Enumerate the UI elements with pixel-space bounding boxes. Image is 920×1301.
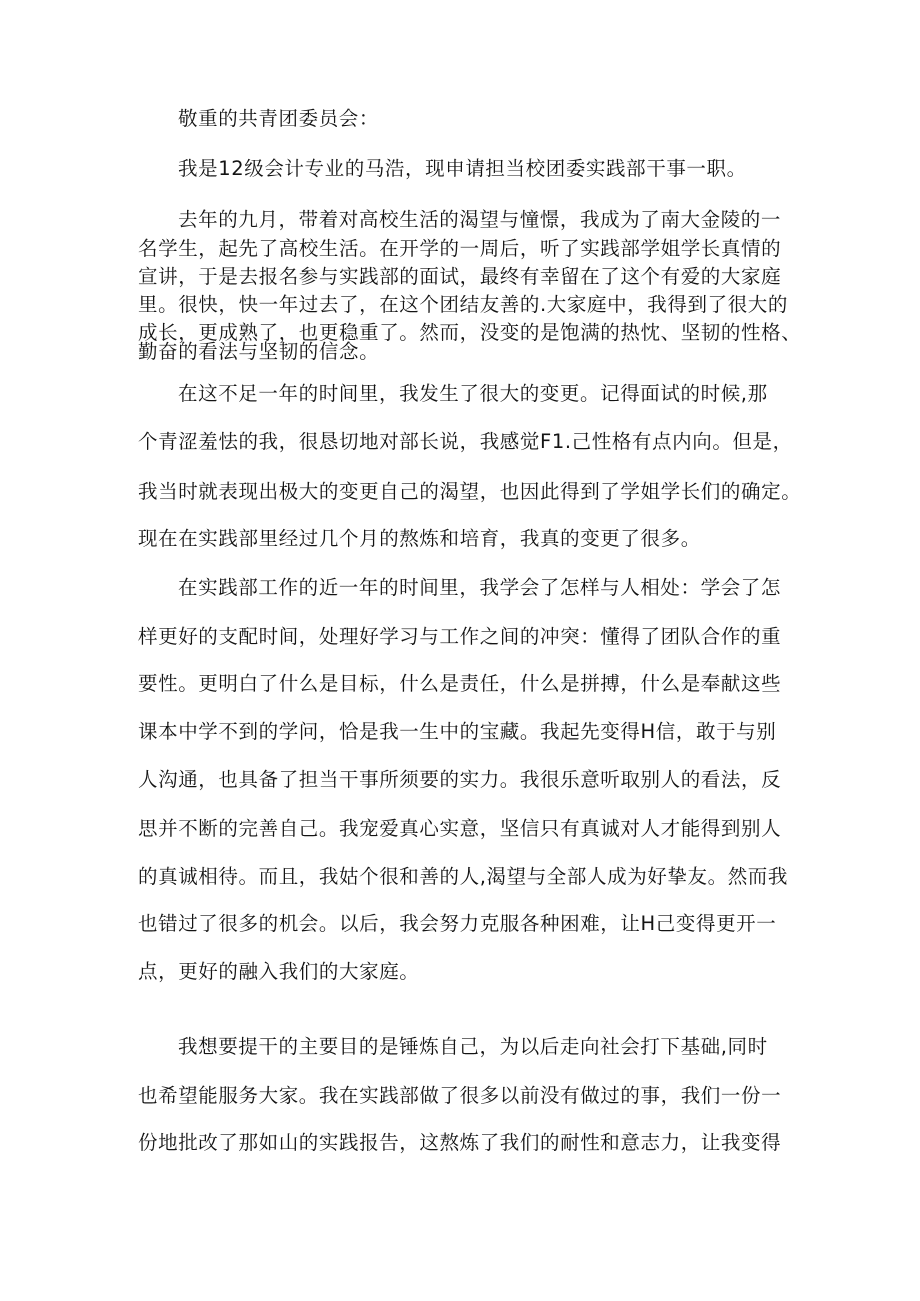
paragraph-line: 勤奋的看法与坚韧的信念。 — [138, 340, 380, 363]
paragraph-line: 我想要提干的主要目的是锤炼自己，为以后走向社会打下基础,同时 — [178, 1035, 768, 1058]
paragraph-line: 里。很快，快一年过去了，在这个团结友善的.大家庭中，我得到了很大的 — [138, 293, 788, 316]
paragraph-line: 样更好的支配时间，处理好学习与工作之间的冲突：懂得了团队合作的重 — [138, 625, 782, 648]
paragraph-line: 名学生，起先了高校生活。在开学的一周后，听了实践部学姐学长真情的 — [138, 237, 782, 260]
paragraph-line: 在实践部工作的近一年的时间里，我学会了怎样与人相处：学会了怎 — [178, 576, 782, 599]
salutation: 敬重的共青团委员会： — [178, 107, 380, 130]
paragraph-line: 点，更好的融入我们的大家庭。 — [138, 960, 420, 983]
paragraph-line: 人沟通，也具备了担当干事所须要的实力。我很乐意听取别人的看法，反 — [138, 768, 782, 791]
paragraph-line: 成长，更成熟了，也更稳重了。然而，没变的是饱满的热忱、坚韧的性格、 — [138, 321, 802, 344]
paragraph-line: 也希望能服务大家。我在实践部做了很多以前没有做过的事，我们一份一 — [138, 1084, 782, 1107]
paragraph-line: 宣讲，于是去报名参与实践部的面试，最终有幸留在了这个有爱的大家庭 — [138, 265, 782, 288]
intro-line: 我是12级会计专业的马浩，现申请担当校团委实践部干事一职。 — [178, 157, 747, 180]
paragraph-line: 去年的九月，带着对高校生活的渴望与憧憬，我成为了南大金陵的一 — [178, 208, 782, 231]
paragraph-line: 份地批改了那如山的实践报告，这熬炼了我们的耐性和意志力，让我变得 — [138, 1131, 782, 1154]
paragraph-line: 思并不断的完善自己。我宠爱真心实意，坚信只有真诚对人才能得到别人 — [138, 817, 782, 840]
paragraph-line: 个青涩羞怯的我，很恳切地对部长说，我感觉F1.己性格有点内向。但是， — [138, 430, 793, 453]
paragraph-line: 的真诚相待。而且，我姑个很和善的人,渴望与全部人成为好挚友。然而我 — [138, 865, 788, 888]
paragraph-line: 在这不足一年的时间里，我发生了很大的变更。记得面试的时候,那 — [178, 382, 768, 405]
paragraph-line: 我当时就表现出极大的变更自己的渴望，也因此得到了学姐学长们的确定。 — [138, 480, 802, 503]
paragraph-line: 也错过了很多的机会。以后，我会努力克服各种困难，让H己变得更开一 — [138, 912, 777, 935]
paragraph-line: 现在在实践部里经过几个月的熬炼和培育，我真的变更了很多。 — [138, 527, 701, 550]
paragraph-line: 课本中学不到的学问，恰是我一生中的宝藏。我起先变得H信，敢于与别 — [138, 720, 777, 743]
paragraph-line: 要性。更明白了什么是目标，什么是责任，什么是拼搏，什么是奉献这些 — [138, 672, 782, 695]
